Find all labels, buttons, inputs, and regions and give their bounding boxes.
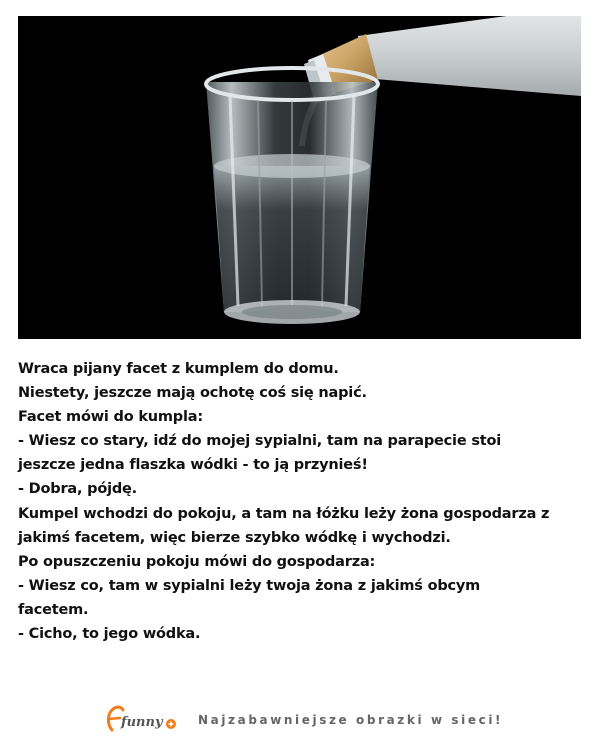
joke-line: - Dobra, pójdę. bbox=[18, 481, 137, 498]
joke-line: Facet mówi do kumpla: bbox=[18, 409, 203, 426]
joke-line: Niestety, jeszcze mają ochotę coś się napić. bbox=[18, 385, 367, 402]
joke-text bbox=[18, 357, 583, 646]
joke-line: Po opuszczeniu pokoju mówi do gospodarza: bbox=[18, 553, 376, 570]
joke-line: facetem. bbox=[18, 601, 89, 618]
joke-line: Kumpel wchodzi do pokoju, a tam na łóżku leży żona gospodarza z bbox=[18, 505, 550, 522]
vodka-glass-illustration bbox=[18, 16, 581, 339]
joke-line: jeszcze jedna flaszka wódki - to ją przynieś! bbox=[18, 457, 368, 474]
vodka-photo bbox=[18, 16, 581, 339]
joke-line: jakimś facetem, więc bierze szybko wódkę i wychodzi. bbox=[18, 529, 451, 546]
joke-line: Wraca pijany facet z kumplem do domu. bbox=[18, 361, 339, 377]
glass bbox=[206, 68, 378, 324]
footer-watermark bbox=[103, 702, 503, 738]
joke-line: - Cicho, to jego wódka. bbox=[18, 626, 201, 643]
joke-line: - Wiesz co, tam w sypialni leży twoja żona z jakimś obcym bbox=[18, 577, 481, 594]
funny-logo-icon bbox=[103, 704, 178, 736]
tagline: Najzabawniejsze obrazki w sieci! bbox=[198, 713, 504, 727]
funny-logo-text: funny bbox=[121, 715, 163, 730]
joke-line: - Wiesz co stary, idź do mojej sypialni, tam na parapecie stoi bbox=[18, 433, 502, 450]
